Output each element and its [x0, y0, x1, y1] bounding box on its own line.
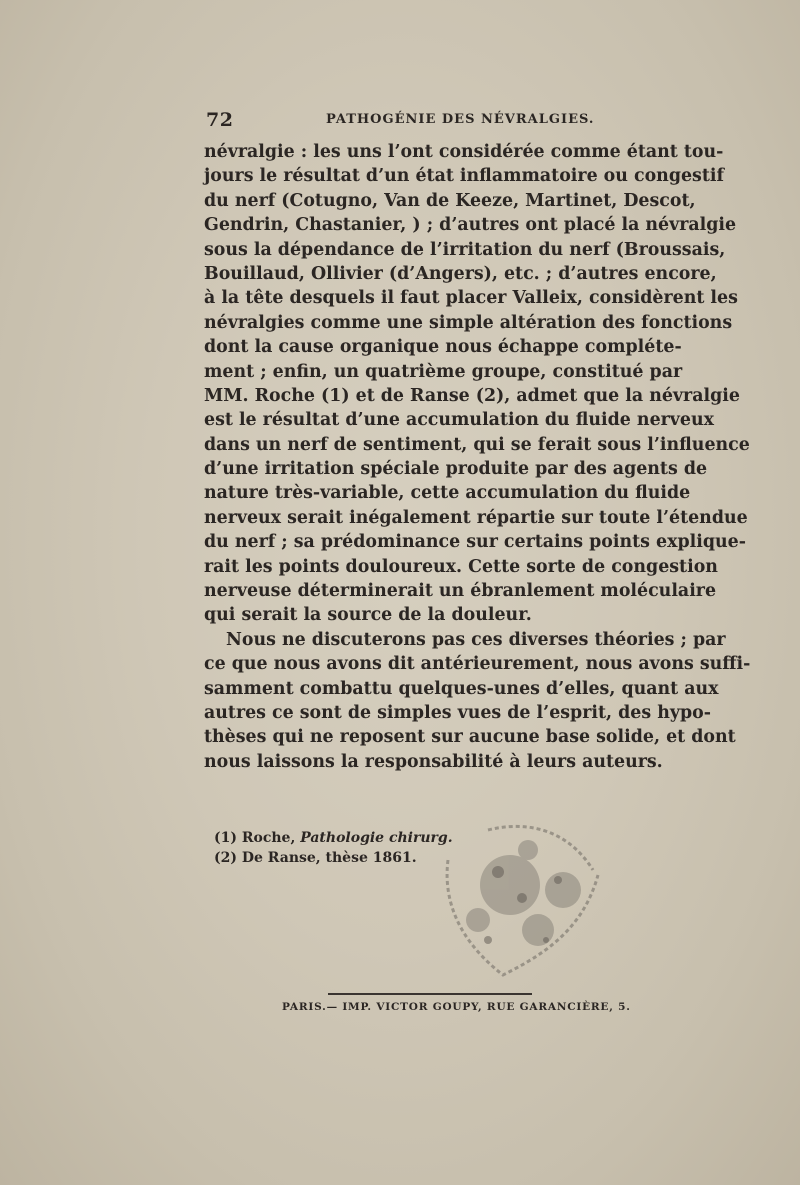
running-head — [206, 109, 646, 135]
text-line: nous laissons la responsabilité à leurs auteurs. — [204, 751, 663, 772]
footnote-1 — [214, 828, 453, 848]
text-line: nerveuse déterminerait un ébranlement moléculaire — [204, 581, 717, 602]
footnotes — [214, 828, 453, 868]
text-line: dans un nerf de sentiment, qui se ferait sous l’influence — [204, 434, 750, 455]
text-line: est le résultat d’une accumulation du fluide nerveux — [204, 410, 714, 431]
imprint-rule — [328, 993, 532, 995]
text-line: du nerf ; sa prédominance sur certains points explique- — [204, 532, 746, 553]
running-title: PATHOGÉNIE DES NÉVRALGIES. — [326, 112, 595, 127]
text-line: sous la dépendance de l’irritation du nerf (Broussais, — [204, 239, 726, 260]
footnote-1-author: (1) Roche, — [214, 830, 301, 846]
text-line: Nous ne discuterons pas ces diverses théories ; par — [226, 629, 726, 650]
text-line: dont la cause organique nous échappe compléte- — [204, 337, 682, 358]
text-line: thèses qui ne reposent sur aucune base solide, et dont — [204, 727, 736, 748]
text-line: Bouillaud, Ollivier (d’Angers), etc. ; d’autres encore, — [204, 263, 717, 284]
text-line: rait les points douloureux. Cette sorte de congestion — [204, 556, 718, 577]
text-line: névralgie : les uns l’ont considérée comme étant tou- — [204, 142, 724, 162]
text-line: MM. Roche (1) et de Ranse (2), admet que la névralgie — [204, 385, 740, 406]
text-line: nerveux serait inégalement répartie sur toute l’étendue — [204, 507, 748, 528]
footnote-1-title: Pathologie chirurg. — [300, 830, 453, 846]
text-line: qui serait la source de la douleur. — [204, 605, 532, 626]
text-line: autres ce sont de simples vues de l’esprit, des hypo- — [204, 702, 711, 723]
body-text — [204, 140, 751, 774]
text-line: d’une irritation spéciale produite par des agents de — [204, 459, 708, 480]
printer-imprint: PARIS.— IMP. VICTOR GOUPY, RUE GARANCIÈRE, 5. — [282, 1001, 631, 1013]
text-line: du nerf (Cotugno, Van de Keeze, Martinet, Descot, — [204, 190, 696, 211]
footnote-2: (2) De Ranse, thèse 1861. — [214, 850, 417, 866]
text-line: névralgies comme une simple altération des fonctions — [204, 312, 733, 333]
text-line: Gendrin, Chastanier, ) ; d’autres ont placé la névralgie — [204, 215, 737, 236]
text-line: à la tête desquels il faut placer Valleix, considèrent les — [204, 288, 738, 309]
text-line: samment combattu quelques-unes d’elles, quant aux — [204, 678, 719, 699]
text-line: jours le résultat d’un état inflammatoire ou congestif — [204, 166, 724, 187]
library-stamp — [418, 790, 618, 990]
text-line: nature très-variable, cette accumulation du fluide — [204, 483, 691, 504]
text-line: ment ; enfin, un quatrième groupe, constitué par — [204, 361, 683, 382]
page-number: 72 — [206, 109, 234, 131]
text-line: ce que nous avons dit antérieurement, nous avons suffi- — [204, 654, 751, 675]
